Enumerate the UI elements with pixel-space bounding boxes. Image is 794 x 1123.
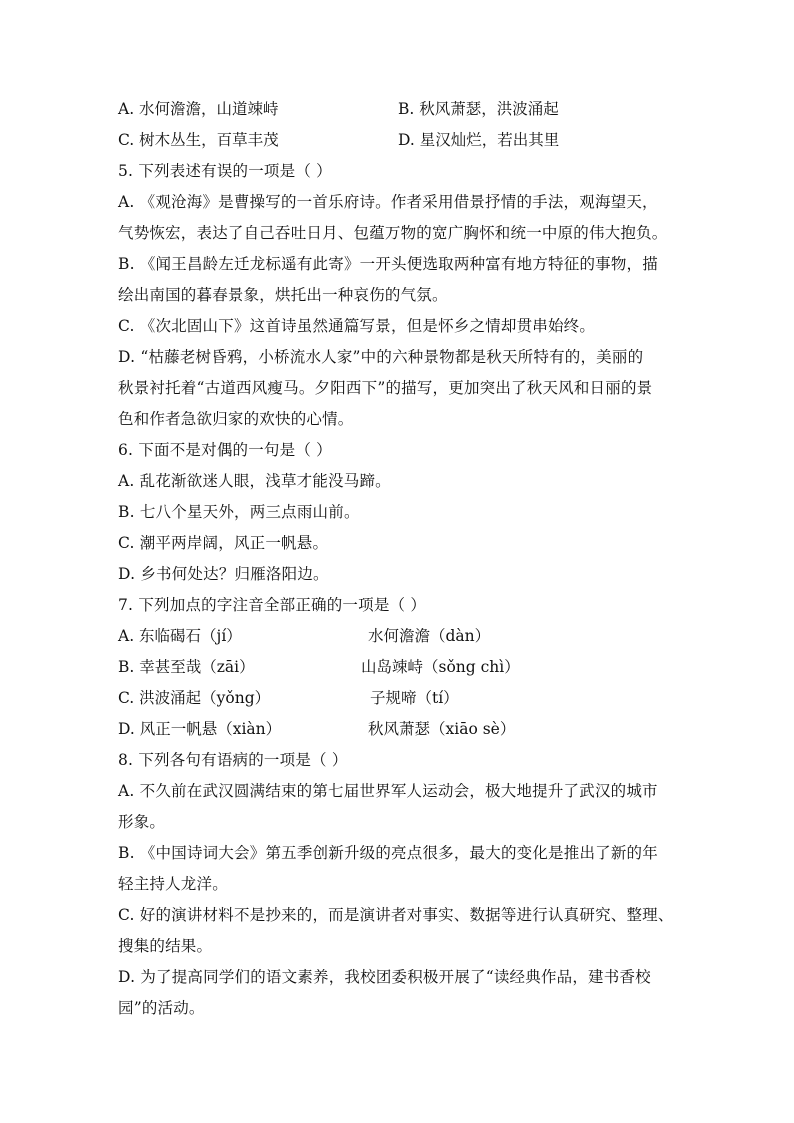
q7-option-d [118, 714, 678, 745]
q7-option-d-part-1: D. 风正一帆悬（xiàn） [118, 720, 282, 738]
q8-option-b-line-2: 轻主持人龙洋。 [118, 875, 228, 893]
q4-option-d: D. 星汉灿烂，若出其里 [398, 131, 560, 149]
q6-option-d: D. 乡书何处达？归雁洛阳边。 [118, 565, 329, 583]
q5-option-b-line-2: 绘出南国的暮春景象，烘托出一种哀伤的气氛。 [118, 286, 448, 304]
q5-option-c-line-1: C. 《次北固山下》这首诗虽然通篇写景，但是怀乡之情却贯串始终。 [118, 317, 596, 335]
q7-option-a [118, 621, 678, 652]
q5-stem: 5. 下列表述有误的一项是（ ） [118, 162, 332, 180]
q7-option-b-part-1: B. 幸甚至哉（zāi） [118, 658, 255, 676]
q7-option-c-part-2: 子规啼（tí） [370, 689, 459, 707]
q5-option-d-line-2: 秋景衬托着“古道西风瘦马。夕阳西下”的描写，更加突出了秋天风和日丽的景 [118, 379, 653, 397]
q4-options-row-2 [118, 125, 678, 156]
q5-option-a-line-2: 气势恢宏，表达了自己吞吐日月、包蕴万物的宽广胸怀和统一中原的伟大抱负。 [118, 224, 668, 242]
q6-stem: 6. 下面不是对偶的一句是（ ） [118, 441, 332, 459]
q5-option-b-line-1: B. 《闻王昌龄左迁龙标遥有此寄》一开头便选取两种富有地方特征的事物，描 [118, 255, 658, 273]
q7-option-a-part-2: 水何澹澹（dàn） [368, 627, 491, 645]
q6-option-a: A. 乱花渐欲迷人眼，浅草才能没马蹄。 [118, 472, 391, 490]
q7-stem: 7. 下列加点的字注音全部正确的一项是（ ） [118, 596, 427, 614]
q8-option-d-line-2: 园”的活动。 [118, 999, 205, 1017]
q8-option-b-line-1: B. 《中国诗词大会》第五季创新升级的亮点很多，最大的变化是推出了新的年 [118, 844, 658, 862]
q5-option-d-line-1: D. “枯藤老树昏鸦，小桥流水人家”中的六种景物都是秋天所特有的，美丽的 [118, 348, 644, 366]
q8-option-d-line-1: D. 为了提高同学们的语文素养，我校团委积极开展了“读经典作品，建书香校 [118, 968, 651, 986]
q8-option-a-line-1: A. 不久前在武汉圆满结束的第七届世界军人运动会，极大地提升了武汉的城市 [118, 782, 658, 800]
q7-option-c-part-1: C. 洪波涌起（yǒng） [118, 689, 271, 707]
q6-option-c: C. 潮平两岸阔，风正一帆悬。 [118, 534, 329, 552]
exam-page [118, 94, 678, 1024]
q7-option-c [118, 683, 678, 714]
q8-option-c-line-2: 搜集的结果。 [118, 937, 213, 955]
q4-options-row-1 [118, 94, 678, 125]
q8-option-c-line-1: C. 好的演讲材料不是抄来的，而是演讲者对事实、数据等进行认真研究、整理、 [118, 906, 674, 924]
q7-option-d-part-2: 秋风萧瑟（xiāo sè） [368, 720, 516, 738]
q7-option-b [118, 652, 678, 683]
q4-option-c: C. 树木丛生，百草丰茂 [118, 131, 279, 149]
q4-option-a: A. 水何澹澹，山道竦峙 [118, 100, 279, 118]
q8-option-a-line-2: 形象。 [118, 813, 166, 831]
q5-option-a-line-1: A. 《观沧海》是曹操写的一首乐府诗。作者采用借景抒情的手法，观海望天， [118, 193, 658, 211]
q7-option-b-part-2: 山岛竦峙（sǒng chì） [361, 658, 520, 676]
q4-option-b: B. 秋风萧瑟，洪波涌起 [398, 100, 559, 118]
q6-option-b: B. 七八个星天外，两三点雨山前。 [118, 503, 360, 521]
q5-option-d-line-3: 色和作者急欲归家的欢快的心情。 [118, 410, 354, 428]
q7-option-a-part-1: A. 东临碣石（jí） [118, 627, 242, 645]
q8-stem: 8. 下列各句有语病的一项是（ ） [118, 751, 348, 769]
